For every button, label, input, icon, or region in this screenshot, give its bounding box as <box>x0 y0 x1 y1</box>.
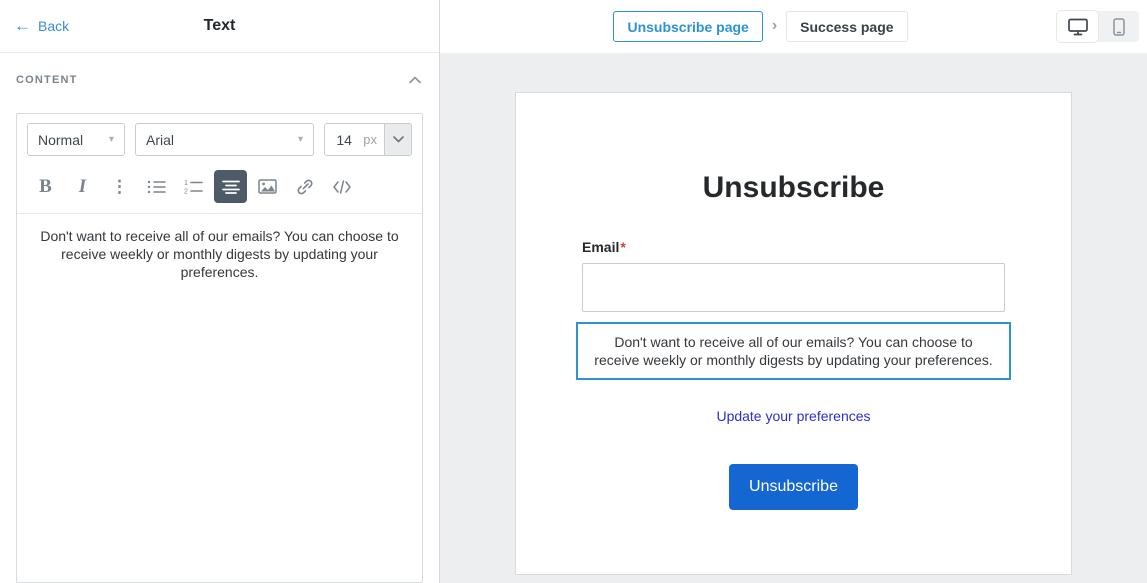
image-icon <box>258 179 277 194</box>
code-icon <box>332 180 352 194</box>
tab-separator-chevron-icon: › <box>771 16 778 34</box>
svg-text:1: 1 <box>184 179 188 187</box>
body-text: Don't want to receive all of our emails? You can choose to receive weekly or monthly digests by updating your preferences. <box>594 334 993 369</box>
tab-success-page[interactable]: Success page <box>786 11 907 42</box>
editor-text-area[interactable] <box>17 213 422 582</box>
bullet-list-button[interactable] <box>140 170 173 203</box>
required-asterisk: * <box>620 239 626 255</box>
italic-button[interactable] <box>66 170 99 203</box>
page-heading: Unsubscribe <box>702 171 885 204</box>
email-label <box>582 239 1005 255</box>
chevron-down-icon <box>393 136 404 143</box>
font-size-dropdown-button[interactable] <box>384 124 411 155</box>
bullet-list-icon <box>147 179 166 195</box>
mobile-view-button[interactable] <box>1098 11 1139 42</box>
ordered-list-button[interactable] <box>177 170 210 203</box>
selected-text-block[interactable] <box>576 322 1011 380</box>
font-size-control <box>324 123 412 156</box>
tab-unsubscribe-page[interactable]: Unsubscribe page <box>613 11 762 42</box>
font-family-select[interactable] <box>135 123 314 156</box>
settings-panel <box>0 0 440 583</box>
content-section-header[interactable] <box>0 53 439 101</box>
chevron-down-icon: ▾ <box>297 134 303 145</box>
svg-text:2: 2 <box>184 188 188 195</box>
email-label-text: Email <box>582 239 620 255</box>
device-toggle <box>1057 11 1139 42</box>
ordered-list-icon <box>184 179 203 195</box>
email-field[interactable] <box>582 263 1005 312</box>
align-center-icon <box>222 180 240 194</box>
editor-toolbar-row-buttons <box>17 162 422 213</box>
align-center-button[interactable] <box>214 170 247 203</box>
content-section-label: CONTENT <box>16 74 78 86</box>
font-size-value[interactable]: 14 <box>336 131 352 148</box>
bold-icon: B <box>39 175 52 197</box>
preview-canvas <box>440 53 1147 583</box>
unsubscribe-button[interactable]: Unsubscribe <box>729 464 858 510</box>
update-preferences-link[interactable]: Update your preferences <box>716 408 871 425</box>
rich-text-editor <box>16 113 423 583</box>
font-size-unit: px <box>363 132 377 147</box>
preview-topbar <box>440 0 1147 53</box>
panel-title: Text <box>203 17 236 34</box>
bold-button[interactable] <box>29 170 62 203</box>
page-tabs <box>613 11 907 42</box>
font-family-value: Arial <box>146 131 175 148</box>
panel-header <box>0 0 439 53</box>
desktop-icon <box>1068 18 1088 36</box>
paragraph-style-select[interactable] <box>27 123 125 156</box>
desktop-view-button[interactable] <box>1057 11 1098 42</box>
link-icon <box>296 178 314 196</box>
back-button[interactable] <box>14 18 69 34</box>
more-options-icon: ⋮ <box>111 176 128 196</box>
chevron-down-icon: ▾ <box>108 134 114 145</box>
unsubscribe-page-card <box>515 92 1072 575</box>
editor-toolbar-row-selects <box>17 114 422 162</box>
chevron-up-icon[interactable] <box>409 71 421 89</box>
insert-link-button[interactable] <box>288 170 321 203</box>
insert-image-button[interactable] <box>251 170 284 203</box>
code-view-button[interactable] <box>325 170 358 203</box>
preferences-link-row <box>582 408 1005 426</box>
preview-pane <box>440 0 1147 583</box>
more-options-button[interactable] <box>103 170 136 203</box>
mobile-icon <box>1113 18 1125 36</box>
paragraph-style-value: Normal <box>38 131 84 148</box>
back-label: Back <box>38 18 70 34</box>
italic-icon: I <box>78 175 87 197</box>
editor-text: Don't want to receive all of our emails? You can choose to receive weekly or monthly digests by updating your preferences. <box>40 228 399 281</box>
back-arrow-icon: ← <box>14 16 31 35</box>
